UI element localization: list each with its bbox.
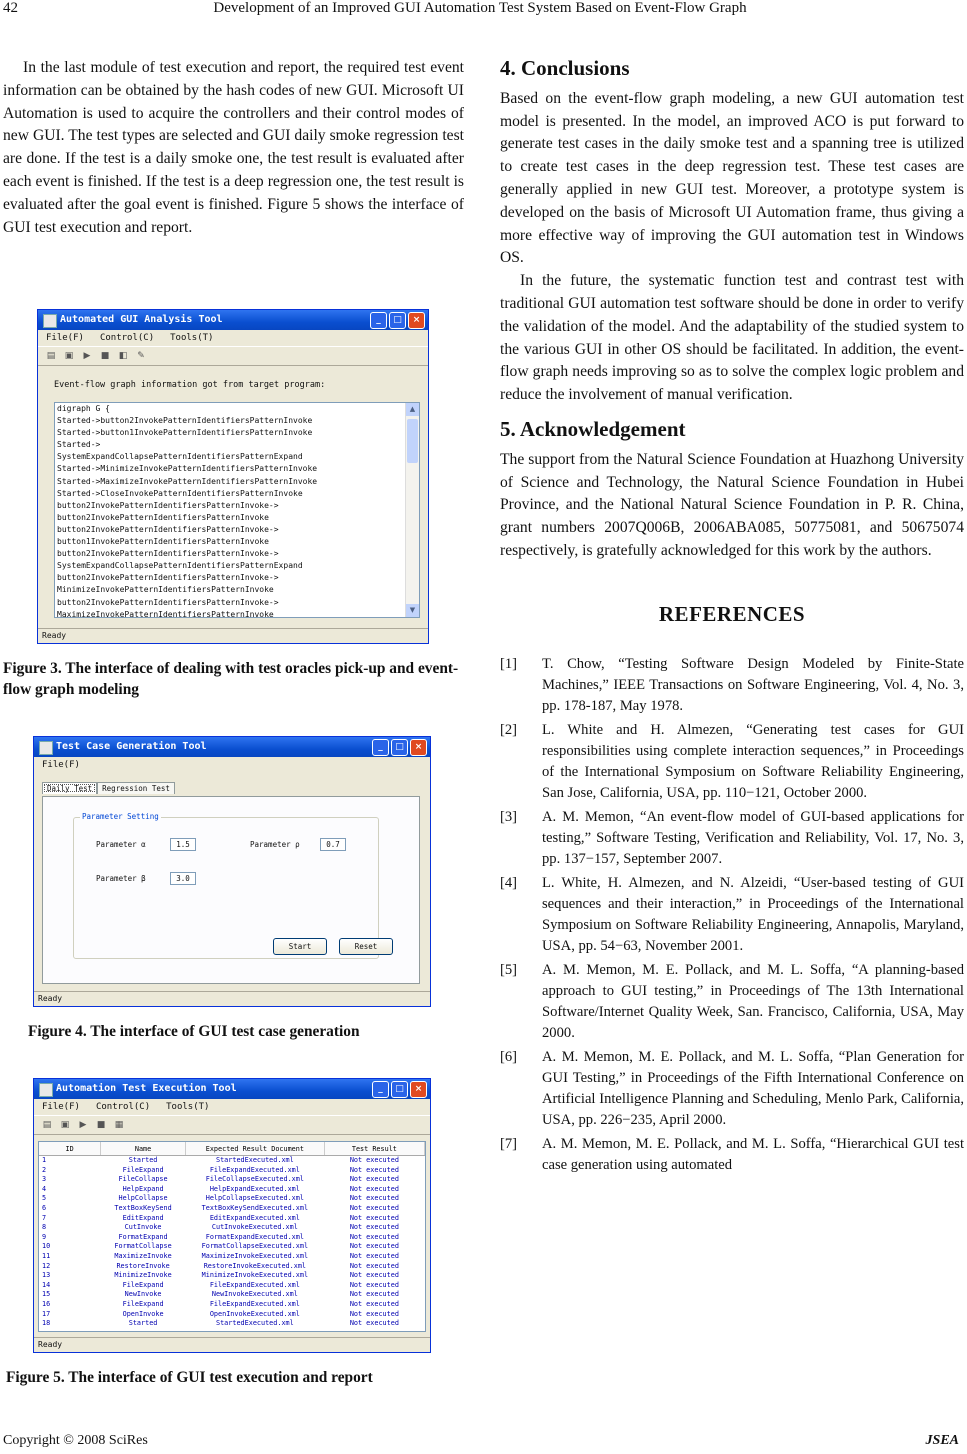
cell-expected-document: StartedExecuted.xml (215, 1319, 294, 1328)
col-id[interactable]: ID (39, 1142, 101, 1156)
cell-id: 18 (42, 1319, 51, 1328)
reference-number: [2] (500, 721, 518, 738)
scroll-thumb[interactable] (407, 419, 418, 463)
cell-expected-document: FormatCollapseExecuted.xml (201, 1242, 309, 1251)
save-icon[interactable]: ▣ (64, 351, 74, 361)
window-title: Automated GUI Analysis Tool (60, 314, 223, 325)
maximize-icon[interactable]: □ (389, 312, 406, 329)
acknowledgement-paragraph: The support from the Natural Science Foundation at Huazhong University of Science and Technology, the Natural Science Foundation in Hubei Province, and the National Natural Science Foundation in P. R. China, grant numbers 2007Q006B, 2006ABA085, 50775081, and 50675074 respectively, is gratefully acknowledged for this work by the authors. (500, 450, 964, 559)
cell-test-result: Not executed (349, 1203, 399, 1212)
figure3-window (37, 309, 429, 644)
cell-id: 5 (42, 1194, 47, 1203)
cell-id: 13 (42, 1271, 51, 1280)
cell-name: FileExpand (122, 1280, 164, 1289)
play-icon[interactable]: ▶ (83, 351, 91, 361)
table-row[interactable] (39, 1175, 425, 1185)
table-row[interactable] (39, 1281, 425, 1291)
reference-item (500, 960, 964, 1044)
window-titlebar[interactable] (38, 310, 428, 330)
reference-number: [1] (500, 655, 518, 672)
col-name[interactable]: Name (101, 1142, 186, 1156)
table-row[interactable] (39, 1271, 425, 1281)
cell-name: FileExpand (122, 1299, 164, 1308)
table-row[interactable] (39, 1166, 425, 1176)
cell-expected-document: MinimizeInvokeExecuted.xml (201, 1271, 309, 1280)
left-column (3, 57, 464, 239)
reference-text: L. White and H. Almezen, “Generating test cases for GUI responsibilities using complete interaction sequences,” in Proceedings of the International Symposium on Software Reliability Engineering, San Jose, California, USA, pp. 110−121, October 2000. (542, 721, 964, 801)
figure3-caption: Figure 3. The interface of dealing with test oracles pick-up and event-flow graph modeling (3, 660, 459, 698)
reference-item (500, 807, 964, 870)
cell-name: FileExpand (122, 1165, 164, 1174)
save-icon[interactable]: ▣ (60, 1120, 70, 1130)
cell-expected-document: CutInvokeExecuted.xml (211, 1223, 298, 1232)
cell-name: FormatExpand (118, 1232, 168, 1241)
table-row[interactable] (39, 1252, 425, 1262)
graph-line: MaximizeInvokePatternIdentifiersPatternInvoke (57, 609, 274, 618)
reference-text: L. White, H. Almezen, and N. Alzeidi, “User-based testing of GUI sequences and their interaction,” in Proceedings of the International Symposium on Software Reliability Engineering, Annapolis, Maryland, USA, pp. 54−63, November 2001. (542, 874, 964, 954)
tab-regression-test[interactable]: Regression Test (97, 782, 175, 794)
figure4-window (33, 736, 431, 1007)
cell-test-result: Not executed (349, 1271, 399, 1280)
graph-line: button2InvokePatternIdentifiersPatternInvoke (57, 512, 269, 522)
reference-text: A. M. Memon, M. E. Pollack, and M. L. Soffa, “Plan Generation for GUI Testing,” in Proceedings of the Fifth International Conference on Artificial Intelligence Planning and Scheduling, Menlo Park, California, USA, pp. 226−235, April 2000. (542, 1048, 964, 1128)
graph-line: button2InvokePatternIdentifiersPatternInvoke-> (57, 597, 279, 607)
cell-name: TextBoxKeySend (114, 1203, 172, 1212)
cell-test-result: Not executed (349, 1223, 399, 1232)
reference-number: [6] (500, 1048, 518, 1065)
scroll-down-icon[interactable]: ▼ (406, 604, 419, 617)
cell-expected-document: EditExpandExecuted.xml (209, 1213, 300, 1222)
cell-name: CutInvoke (124, 1223, 162, 1232)
stop-icon[interactable]: ■ (96, 1120, 106, 1130)
reference-text: A. M. Memon, “An event-flow model of GUI-based applications for testing,” Software Testing, Verification and Reliability, Vol. 17, No. 3, pp. 137−157, September 2007. (542, 808, 964, 867)
conclusions-heading: 4. Conclusions (500, 56, 630, 80)
cell-name: MaximizeInvoke (114, 1251, 172, 1260)
cell-name: Started (128, 1156, 158, 1164)
cell-name: FormatCollapse (114, 1242, 172, 1251)
reference-item (500, 654, 964, 717)
menu-tools[interactable]: Tools(T) (166, 1102, 210, 1112)
cell-test-result: Not executed (349, 1280, 399, 1289)
table-row[interactable] (39, 1290, 425, 1300)
cell-expected-document: FileCollapseExecuted.xml (205, 1175, 304, 1184)
cell-id: 7 (42, 1213, 47, 1222)
graph-listbox[interactable] (54, 402, 420, 618)
reference-text: A. M. Memon, M. E. Pollack, and M. L. Soffa, “A planning-based approach to GUI testing,” in Proceedings of The 13th International Software/Internet Quality Week, San. Francisco, California, USA, May 2000. (542, 961, 964, 1041)
reference-number: [5] (500, 961, 518, 978)
cell-expected-document: RestoreInvokeExecuted.xml (203, 1261, 307, 1270)
body-paragraph: In the last module of test execution and report, the required test event information can be obtained by the hash codes of new GUI. Microsoft UI Automation is used to acquire the controllers and their control modes of new GUI. The test types are selected and GUI daily smoke regression test are done. If the test is a daily smoke one, the test result is evaluated after each event is finished. If the test is a deep regression one, the test result is evaluated after the goal event is finished. Figure 5 shows the interface of GUI test execution and report. (3, 59, 464, 236)
param-rho-label: Parameter ρ (250, 840, 300, 849)
reference-item (500, 1134, 964, 1176)
maximize-icon[interactable]: □ (391, 739, 408, 756)
menu-file[interactable]: File(F) (42, 1102, 80, 1112)
page-number: 42 (3, 0, 18, 16)
cell-name: MinimizeInvoke (114, 1271, 172, 1280)
graph-line: Started->MaximizeInvokePatternIdentifiersPatternInvoke (57, 476, 318, 486)
graph-line: SystemExpandCollapsePatternIdentifiersPatternExpand (57, 452, 303, 462)
cell-id: 1 (42, 1156, 47, 1164)
minimize-icon[interactable]: _ (370, 312, 387, 329)
cell-name: NewInvoke (124, 1290, 162, 1299)
cell-name: OpenInvoke (122, 1309, 164, 1318)
tab-strip (42, 782, 175, 794)
cell-id: 15 (42, 1290, 51, 1299)
app-icon (43, 314, 57, 328)
cell-expected-document: FileExpandExecuted.xml (209, 1165, 300, 1174)
acknowledgement-heading: 5. Acknowledgement (500, 416, 686, 441)
grid-header-row (39, 1142, 425, 1156)
journal-name: JSEA (925, 1433, 959, 1448)
cell-test-result: Not executed (349, 1319, 399, 1328)
window-titlebar[interactable] (34, 737, 430, 757)
cell-expected-document: TextBoxKeySendExecuted.xml (201, 1203, 309, 1212)
graph-line: MinimizeInvokePatternIdentifiersPatternInvoke (57, 585, 274, 595)
figure5-window (33, 1078, 431, 1353)
reference-item (500, 1047, 964, 1131)
cell-id: 8 (42, 1223, 47, 1232)
param-rho-input[interactable]: 0.7 (320, 838, 346, 851)
toolbar (34, 1115, 430, 1135)
reference-item (500, 720, 964, 804)
cell-test-result: Not executed (349, 1309, 399, 1318)
table-row[interactable] (39, 1204, 425, 1214)
references-heading: REFERENCES (658, 601, 806, 626)
open-icon[interactable]: ▤ (42, 1120, 52, 1130)
reference-item (500, 873, 964, 957)
cell-test-result: Not executed (349, 1184, 399, 1193)
graph-line: button2InvokePatternIdentifiersPatternInvoke-> (57, 549, 279, 559)
scroll-up-icon[interactable]: ▲ (406, 403, 419, 416)
reference-number: [4] (500, 874, 518, 891)
cell-test-result: Not executed (349, 1299, 399, 1308)
cell-name: FileCollapse (118, 1175, 168, 1184)
cell-expected-document: HelpCollapseExecuted.xml (205, 1194, 304, 1203)
minimize-icon[interactable]: _ (372, 1081, 389, 1098)
graph-line: button1InvokePatternIdentifiersPatternInvoke (57, 537, 269, 547)
cell-id: 11 (42, 1251, 51, 1260)
cell-test-result: Not executed (349, 1213, 399, 1222)
close-icon[interactable]: × (410, 1081, 427, 1098)
param-alpha-input[interactable]: 1.5 (170, 838, 196, 851)
param-beta-input[interactable]: 3.0 (170, 872, 196, 885)
cell-name: RestoreInvoke (116, 1261, 170, 1270)
vertical-scrollbar[interactable] (405, 403, 419, 617)
table-row[interactable] (39, 1185, 425, 1195)
parameter-groupbox (73, 812, 379, 959)
window-titlebar[interactable] (34, 1079, 430, 1099)
graph-line: button2InvokePatternIdentifiersPatternInvoke-> (57, 500, 279, 510)
references-list (500, 654, 964, 1176)
graph-line: button2InvokePatternIdentifiersPatternInvoke-> (57, 573, 279, 583)
close-icon[interactable]: × (408, 312, 425, 329)
conclusions-paragraph-1: Based on the event-flow graph modeling, a new GUI automation test model is presented. In the model, an improved ACO is put forward to generate test cases in the daily smoke test and a spanning tree is utilized to create test cases in the deep regression test. These test cases are generally applied in new GUI test. Moreover, a prototype system is developed on the basis of Microsoft UI Automation frame, thus giving a more effective way of improving the GUI automation test in Windows OS. (500, 89, 964, 267)
cell-test-result: Not executed (349, 1194, 399, 1203)
cell-id: 2 (42, 1165, 47, 1174)
cell-id: 17 (42, 1309, 51, 1318)
reset-button[interactable]: Reset (339, 938, 393, 955)
play-icon[interactable]: ▶ (79, 1120, 87, 1130)
table-row[interactable] (39, 1233, 425, 1243)
graph-line: button2InvokePatternIdentifiersPatternInvoke-> (57, 524, 279, 534)
window-title: Automation Test Execution Tool (56, 1083, 237, 1094)
menu-tools[interactable]: Tools(T) (170, 333, 214, 343)
cell-test-result: Not executed (349, 1290, 399, 1299)
cell-id: 9 (42, 1232, 47, 1241)
graph-line: Started->CloseInvokePatternIdentifiersPatternInvoke (57, 488, 303, 498)
cell-name: EditExpand (122, 1213, 164, 1222)
status-bar: Ready (34, 991, 430, 1006)
cell-id: 4 (42, 1184, 47, 1193)
status-bar: Ready (34, 1337, 430, 1352)
table-row[interactable] (39, 1223, 425, 1233)
running-title: Development of an Improved GUI Automation Test System Based on Event-Flow Graph (213, 0, 747, 16)
cell-id: 12 (42, 1261, 51, 1270)
table-row[interactable] (39, 1194, 425, 1204)
cell-name: HelpExpand (122, 1184, 164, 1193)
table-row[interactable] (39, 1262, 425, 1272)
cell-name: Started (128, 1319, 158, 1328)
table-row[interactable] (39, 1310, 425, 1320)
toolbar (38, 346, 428, 366)
close-icon[interactable]: × (410, 739, 427, 756)
reference-text: A. M. Memon, M. E. Pollack, and M. L. Soffa, “Hierarchical GUI test case generation using automated (542, 1135, 964, 1173)
menubar (34, 1099, 430, 1115)
start-button[interactable]: Start (273, 938, 327, 955)
cell-id: 16 (42, 1299, 51, 1308)
test-results-grid[interactable] (38, 1141, 426, 1332)
col-test-result[interactable]: Test Result (324, 1142, 424, 1156)
window-title: Test Case Generation Tool (56, 741, 207, 752)
tab-daily-test[interactable]: Daily Test (42, 782, 97, 794)
status-bar: Ready (38, 628, 428, 643)
table-row[interactable] (39, 1319, 425, 1329)
cell-expected-document: NewInvokeExecuted.xml (211, 1290, 298, 1299)
cell-name: HelpCollapse (118, 1194, 168, 1203)
cell-test-result: Not executed (349, 1251, 399, 1260)
cell-expected-document: FormatExpandExecuted.xml (205, 1232, 304, 1241)
cell-expected-document: HelpExpandExecuted.xml (209, 1184, 300, 1193)
cell-expected-document: FileExpandExecuted.xml (209, 1299, 300, 1308)
menu-file[interactable]: File(F) (42, 760, 80, 770)
param-alpha-label: Parameter α (96, 840, 146, 849)
col-expected-document[interactable]: Expected Result Document (185, 1142, 324, 1156)
menubar (34, 757, 430, 773)
graph-line: SystemExpandCollapsePatternIdentifiersPatternExpand (57, 561, 303, 571)
table-row[interactable] (39, 1214, 425, 1224)
right-column (500, 57, 964, 1179)
table-row[interactable] (39, 1300, 425, 1310)
tab-panel (42, 796, 420, 984)
cell-test-result: Not executed (349, 1156, 399, 1164)
groupbox-label: Parameter Setting (82, 812, 159, 821)
table-row[interactable] (39, 1242, 425, 1252)
prompt-label: Event-flow graph information got from target program: (54, 380, 326, 390)
conclusions-paragraph-2: In the future, the systematic function test and contrast test with traditional GUI automation test software should be done in order to verify the validation of the model. And the adaptability of the studied system to the various GUI in other OS should be facilitated. In addition, the event-flow graph needs improving so as to solve the complex logic problem and reduce the involvement of manual verification. (500, 272, 964, 404)
reference-number: [3] (500, 808, 518, 825)
reference-text: T. Chow, “Testing Software Design Modeled by Finite-State Machines,” IEEE Transactions on Software Engineering, Vol. 4, No. 3, pp. 178-187, May 1978. (542, 655, 964, 714)
cell-expected-document: StartedExecuted.xml (215, 1156, 294, 1164)
table-row[interactable] (39, 1156, 425, 1166)
minimize-icon[interactable]: _ (372, 739, 389, 756)
figure5-caption: Figure 5. The interface of GUI test execution and report (6, 1369, 373, 1386)
cell-test-result: Not executed (349, 1261, 399, 1270)
figure4-caption: Figure 4. The interface of GUI test case generation (28, 1023, 360, 1040)
open-icon[interactable]: ▤ (46, 351, 56, 361)
graph-line: Started->MinimizeInvokePatternIdentifiersPatternInvoke (57, 464, 318, 474)
cell-expected-document: MaximizeInvokeExecuted.xml (201, 1251, 309, 1260)
reference-number: [7] (500, 1135, 518, 1152)
cell-test-result: Not executed (349, 1232, 399, 1241)
cell-test-result: Not executed (349, 1175, 399, 1184)
cell-id: 3 (42, 1175, 47, 1184)
maximize-icon[interactable]: □ (391, 1081, 408, 1098)
param-beta-label: Parameter β (96, 874, 146, 883)
cell-test-result: Not executed (349, 1242, 399, 1251)
graph-icon[interactable]: ◧ (118, 351, 128, 361)
cell-expected-document: OpenInvokeExecuted.xml (209, 1309, 300, 1318)
stop-icon[interactable]: ■ (100, 351, 110, 361)
edit-icon[interactable]: ✎ (137, 351, 145, 361)
report-icon[interactable]: ▦ (114, 1120, 124, 1130)
menu-control[interactable]: Control(C) (95, 1102, 151, 1112)
menu-control[interactable]: Control(C) (99, 333, 155, 343)
menubar (38, 330, 428, 346)
graph-line: Started->button1InvokePatternIdentifiersPatternInvoke (57, 428, 313, 438)
graph-line: Started->button2InvokePatternIdentifiersPatternInvoke (57, 416, 313, 426)
app-icon (39, 741, 53, 755)
cell-id: 14 (42, 1280, 51, 1289)
copyright: Copyright © 2008 SciRes (3, 1433, 148, 1448)
menu-file[interactable]: File(F) (46, 333, 84, 343)
cell-test-result: Not executed (349, 1165, 399, 1174)
graph-line: digraph G { (57, 404, 110, 413)
app-icon (39, 1083, 53, 1097)
graph-line: Started-> (57, 440, 101, 450)
cell-expected-document: FileExpandExecuted.xml (209, 1280, 300, 1289)
cell-id: 10 (42, 1242, 51, 1251)
cell-id: 6 (42, 1203, 47, 1212)
